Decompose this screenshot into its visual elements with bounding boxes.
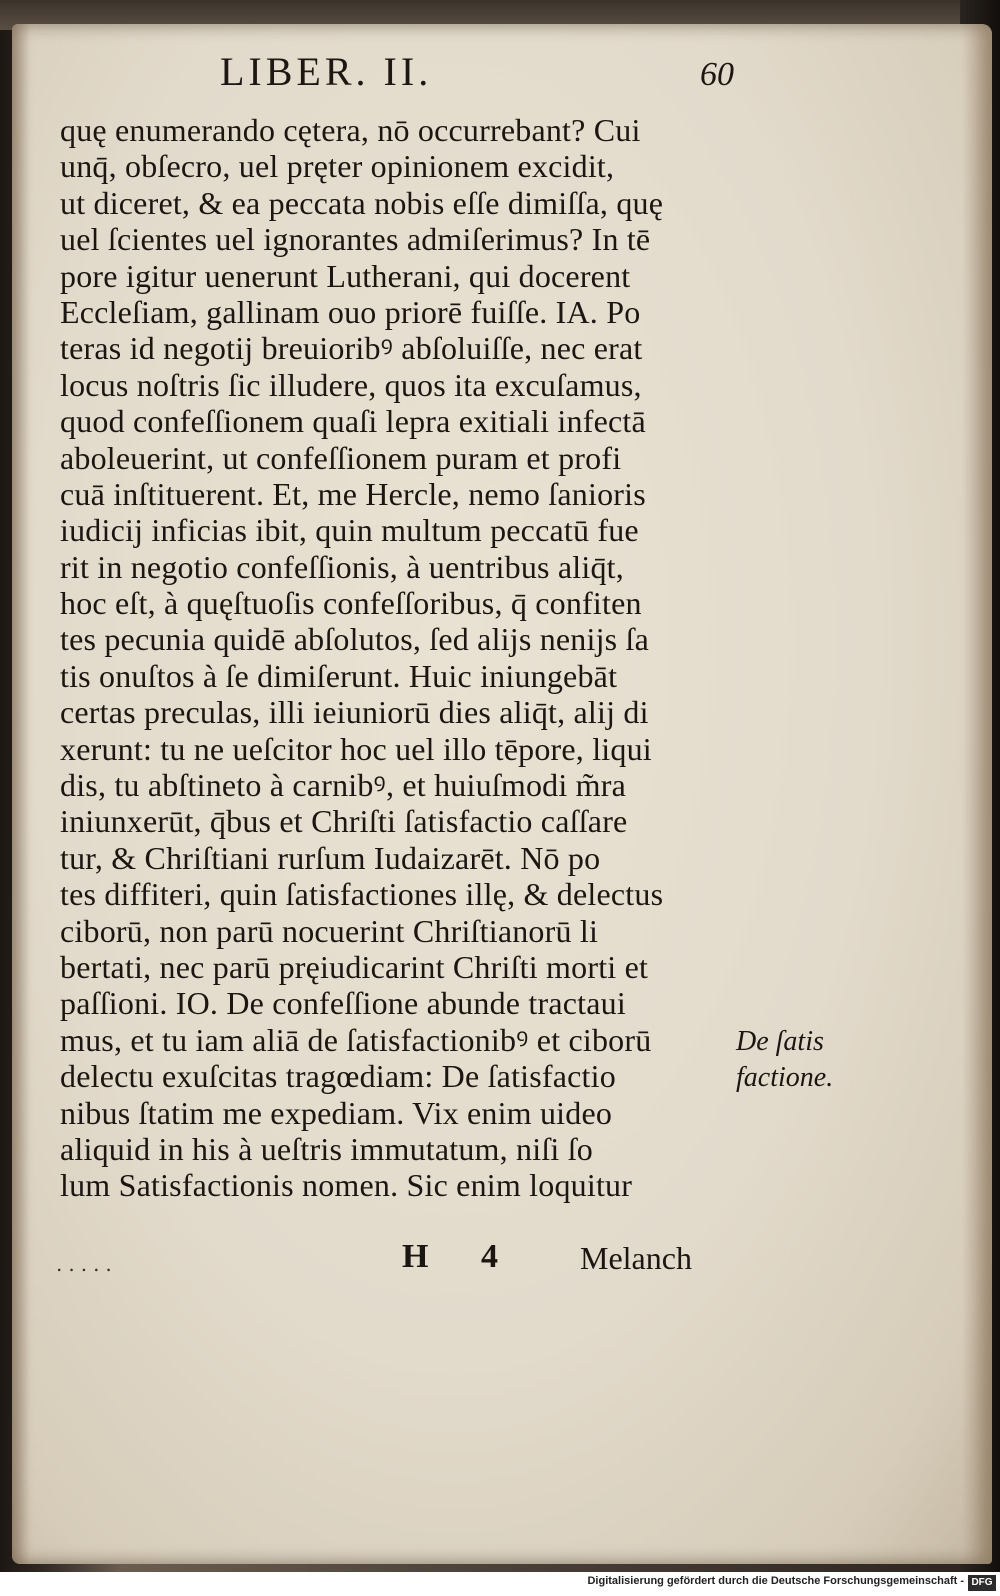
text-line: lum Satisfactionis nomen. Sic enim loquitur xyxy=(60,1167,633,1204)
text-line: xerunt: tu ne ueſcitor hoc uel illo tēpore, liqui xyxy=(60,730,652,767)
text-line: Eccleſiam, gallinam ouo priorē fuiſſe. IA. Po xyxy=(60,293,641,330)
text-line: unq̄, obſecro, uel pręter opinionem excidit, xyxy=(60,148,615,185)
margin-note xyxy=(736,1024,833,1096)
text-line: teras id negotij breuioribꝰ abſoluiſſe, nec erat xyxy=(60,330,643,367)
text-line: locus noſtris ſic illudere, quos ita excuſamus, xyxy=(60,366,642,403)
footer-dots: ..... xyxy=(56,1252,118,1276)
text-line: quod confeſſionem quaſi lepra exitiali infectā xyxy=(60,403,646,440)
text-line: ciborū, non parū nocuerint Chriſtianorū li xyxy=(60,912,599,949)
text-line: tur, & Chriſtiani rurſum Iudaizarēt. Nō po xyxy=(60,839,601,876)
text-line: bertati, nec parū pręiudicarint Chriſti morti et xyxy=(60,948,649,985)
text-line: hoc eſt, à quęſtuoſis confeſſoribus, q̄ confiten xyxy=(60,585,642,622)
text-line: iniunxerūt, q̄bus et Chriſti ſatisfactio caſſare xyxy=(60,803,628,840)
credit-text: Digitalisierung gefördert durch die Deutsche Forschungsgemeinschaft - xyxy=(587,1575,964,1587)
text-line: quę enumerando cętera, nō occurrebant? Cui xyxy=(60,112,641,148)
text-line: ut diceret, & ea peccata nobis eſſe dimiſſa, quę xyxy=(60,184,664,221)
text-line: tis onuſtos à ſe dimiſerunt. Huic iniungebāt xyxy=(60,657,618,694)
text-line: rit in negotio confeſſionis, à uentribus aliq̄t, xyxy=(60,548,624,585)
signature-mark: H 4 xyxy=(402,1238,520,1275)
margin-note-line: factione. xyxy=(736,1062,834,1093)
credit-bar xyxy=(0,1572,1000,1596)
running-head: LIBER. II. xyxy=(220,49,433,94)
text-line: aboleuerint, ut confeſſionem puram et profi xyxy=(60,439,622,476)
folio-number: 60 xyxy=(700,56,734,93)
text-line: uel ſcientes uel ignorantes admiſerimus? In tē xyxy=(60,221,651,258)
text-line: dis, tu abſtineto à carnibꝰ, et huiuſmodi m̃ra xyxy=(60,767,626,804)
text-line: mus, et tu iam aliā de ſatisfactionibꝰ et ciborū xyxy=(60,1021,652,1058)
text-line: iudicij inficias ibit, quin multum peccatū fue xyxy=(60,512,639,549)
text-line: nibus ſtatim me expediam. Vix enim uideo xyxy=(60,1094,613,1131)
catchword: Melanch xyxy=(580,1240,692,1276)
text-line: delectu exuſcitas tragœdiam: De ſatisfactio xyxy=(60,1058,616,1095)
dfg-logo: DFG xyxy=(968,1575,996,1591)
text-line: tes diffiteri, quin ſatisfactiones illę, & delectus xyxy=(60,876,664,913)
text-line: tes pecunia quidē abſolutos, ſed alijs nenijs ſa xyxy=(60,621,650,658)
text-line: pore igitur uenerunt Lutherani, qui docerent xyxy=(60,257,631,294)
page-body-text xyxy=(60,112,750,1204)
margin-note-line: De ſatis xyxy=(736,1026,824,1057)
text-line: cuā inſtituerent. Et, me Hercle, nemo ſanioris xyxy=(60,475,646,512)
text-line: aliquid in his à ueſtris immutatum, niſi ſo xyxy=(60,1130,594,1167)
text-line: paſſioni. IO. De confeſſione abunde tractaui xyxy=(60,985,626,1022)
text-line: certas preculas, illi ieiuniorū dies aliq̄t, alij di xyxy=(60,694,649,731)
